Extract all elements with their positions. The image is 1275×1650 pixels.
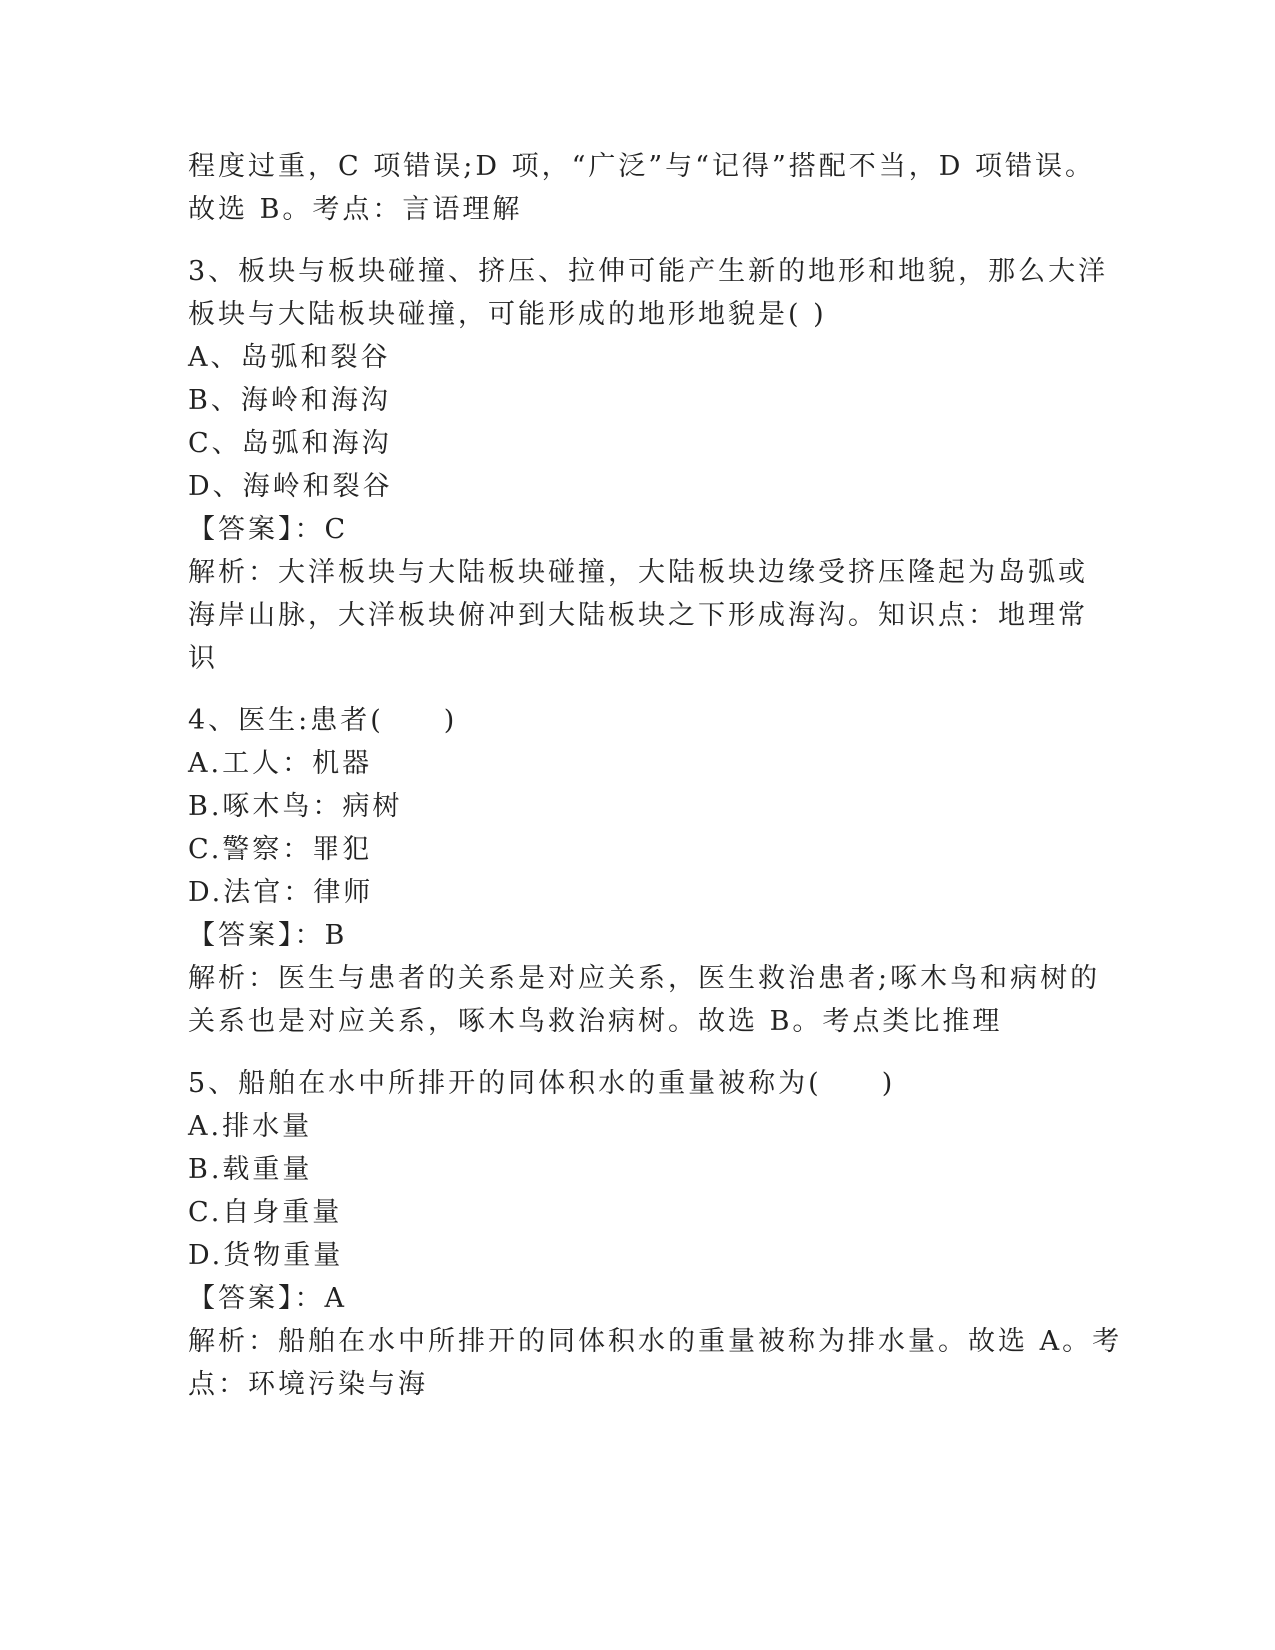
question-3 [188,250,1109,680]
analysis-line: 解析：大洋板块与大陆板块碰撞，大陆板块边缘受挤压隆起为岛弧或 [188,557,1088,588]
analysis-line: 解析：医生与患者的关系是对应关系，医生救治患者;啄木鸟和病树的 [188,963,1101,994]
question-stem: 3、板块与板块碰撞、挤压、拉伸可能产生新的地形和地貌，那么大洋 [188,256,1109,287]
option-c: C.警察：罪犯 [188,834,373,865]
option-d: D、海岭和裂谷 [188,471,393,502]
option-b: B.啄木鸟：病树 [188,791,403,822]
answer-line: 【答案】：A [188,1283,347,1314]
option-c: C、岛弧和海沟 [188,428,392,459]
question-stem: 板块与大陆板块碰撞，可能形成的地形地貌是( ) [188,299,827,330]
question-stem: 5、船舶在水中所排开的同体积水的重量被称为( ) [188,1068,896,1099]
document-page [188,145,1123,1406]
option-d: D.法官：律师 [188,877,374,908]
option-a: A.排水量 [188,1111,313,1142]
intro-block [188,145,1096,231]
option-c: C.自身重量 [188,1197,343,1228]
intro-line: 程度过重，C 项错误;D 项，“广泛”与“记得”搭配不当，D 项错误。 [188,151,1096,182]
option-d: D.货物重量 [188,1240,344,1271]
intro-line: 故选 B。考点：言语理解 [188,194,523,225]
analysis-line: 点：环境污染与海 [188,1369,428,1400]
question-5 [188,1062,1123,1406]
analysis-line: 解析：船舶在水中所排开的同体积水的重量被称为排水量。故选 A。考 [188,1326,1123,1357]
answer-line: 【答案】：B [188,920,348,951]
option-a: A.工人：机器 [188,748,373,779]
analysis-line: 关系也是对应关系，啄木鸟救治病树。故选 B。考点类比推理 [188,1006,1003,1037]
option-a: A、岛弧和裂谷 [188,342,391,373]
analysis-line: 识 [188,643,218,674]
option-b: B、海岭和海沟 [188,385,391,416]
answer-line: 【答案】：C [188,514,349,545]
question-4 [188,699,1101,1043]
analysis-line: 海岸山脉，大洋板块俯冲到大陆板块之下形成海沟。知识点：地理常 [188,600,1088,631]
option-b: B.载重量 [188,1154,313,1185]
question-stem: 4、医生:患者( ) [188,705,458,736]
